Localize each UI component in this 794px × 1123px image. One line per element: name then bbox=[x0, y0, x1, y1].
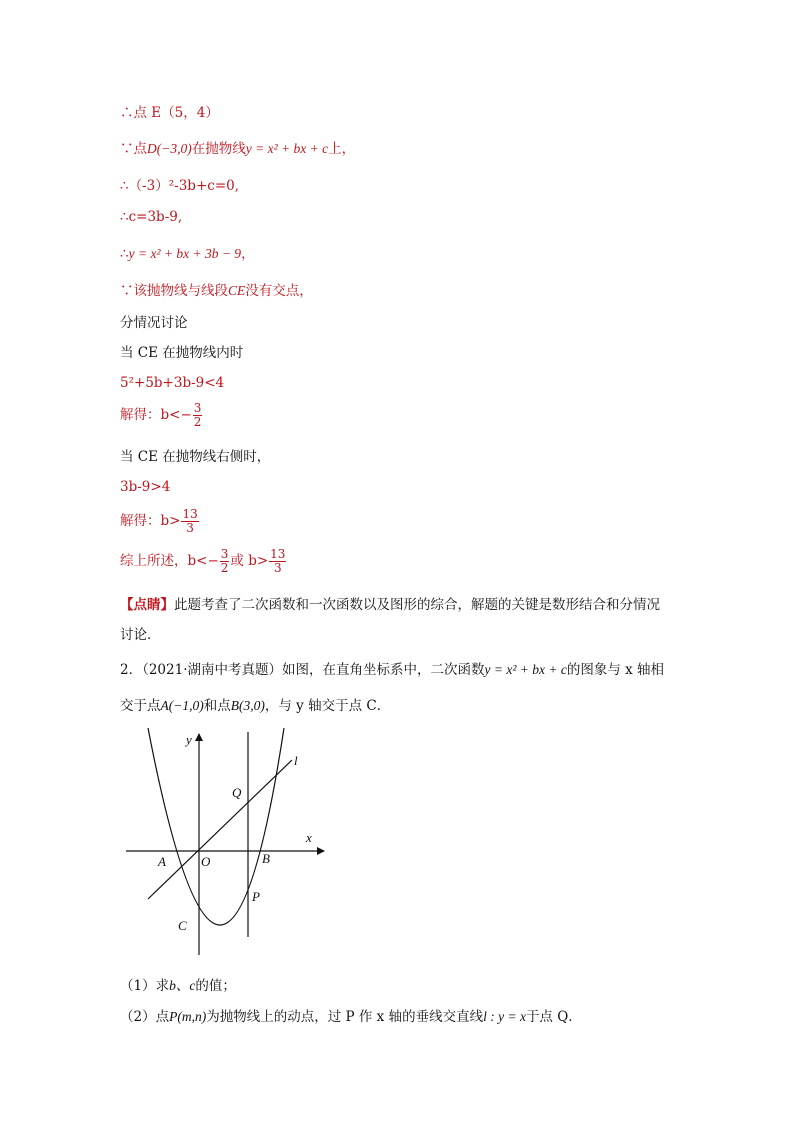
line-substitute: ∴（-3）²-3b+c=0, bbox=[120, 178, 240, 194]
label-l: l bbox=[294, 753, 298, 768]
line-conclusion: 综上所述，b<− $\frac{3}{2}$ 或 b> $\frac{13}{3}$ bbox=[120, 547, 286, 575]
line-l bbox=[148, 760, 292, 899]
label-b: B bbox=[262, 851, 270, 866]
label-c: C bbox=[178, 918, 187, 933]
line-solution-1: 解得：b<− $\frac{3}{2}$ bbox=[120, 401, 202, 429]
line-inequality-1: 5²+5b+3b-9<4 bbox=[120, 375, 225, 391]
problem-2-statement-cont: 交于点A(−1,0)和点B(3,0)，与 y 轴交于点 C． bbox=[120, 698, 391, 714]
line-solution-2: 解得：b> $\frac{13}{3}$ bbox=[120, 507, 198, 535]
line-comment: 【点睛】此题考查了二次函数和一次函数以及图形的综合，解题的关键是数形结合和分情况 bbox=[120, 597, 660, 613]
line-inequality-2: 3b-9>4 bbox=[120, 479, 171, 495]
parabola-curve bbox=[148, 728, 284, 925]
label-a: A bbox=[158, 854, 166, 869]
line-case-discussion: 分情况讨论 bbox=[120, 315, 188, 331]
problem-2-statement: 2．（2021·湖南中考真题）如图，在直角坐标系中，二次函数y = x² + bx + c的图象与 x 轴相 bbox=[120, 662, 665, 678]
label-p: P bbox=[252, 889, 260, 904]
line-no-intersection: ∵该抛物线与线段CE没有交点， bbox=[120, 283, 313, 299]
question-1: （1）求b、c的值； bbox=[120, 978, 236, 994]
line-point-d-on-parabola: ∵点D(−3,0)在抛物线y = x² + bx + c上， bbox=[120, 141, 356, 157]
line-comment-cont: 讨论． bbox=[120, 627, 161, 643]
label-y: y bbox=[186, 732, 192, 747]
line-point-e: ∴点 E（5，4） bbox=[120, 105, 219, 121]
line-case-right: 当 CE 在抛物线右侧时， bbox=[120, 449, 271, 465]
line-parabola-expr: ∴y = x² + bx + 3b − 9， bbox=[120, 246, 255, 262]
line-case-inside: 当 CE 在抛物线内时 bbox=[120, 345, 244, 361]
parabola-figure bbox=[120, 722, 340, 962]
question-2: （2）点P(m,n)为抛物线上的动点，过 P 作 x 轴的垂线交直线l : y = x于点 Q． bbox=[120, 1009, 582, 1025]
label-o: O bbox=[201, 854, 211, 869]
label-x: x bbox=[306, 830, 312, 845]
line-c-expr: ∴c=3b-9, bbox=[120, 209, 183, 225]
label-q: Q bbox=[232, 785, 242, 800]
